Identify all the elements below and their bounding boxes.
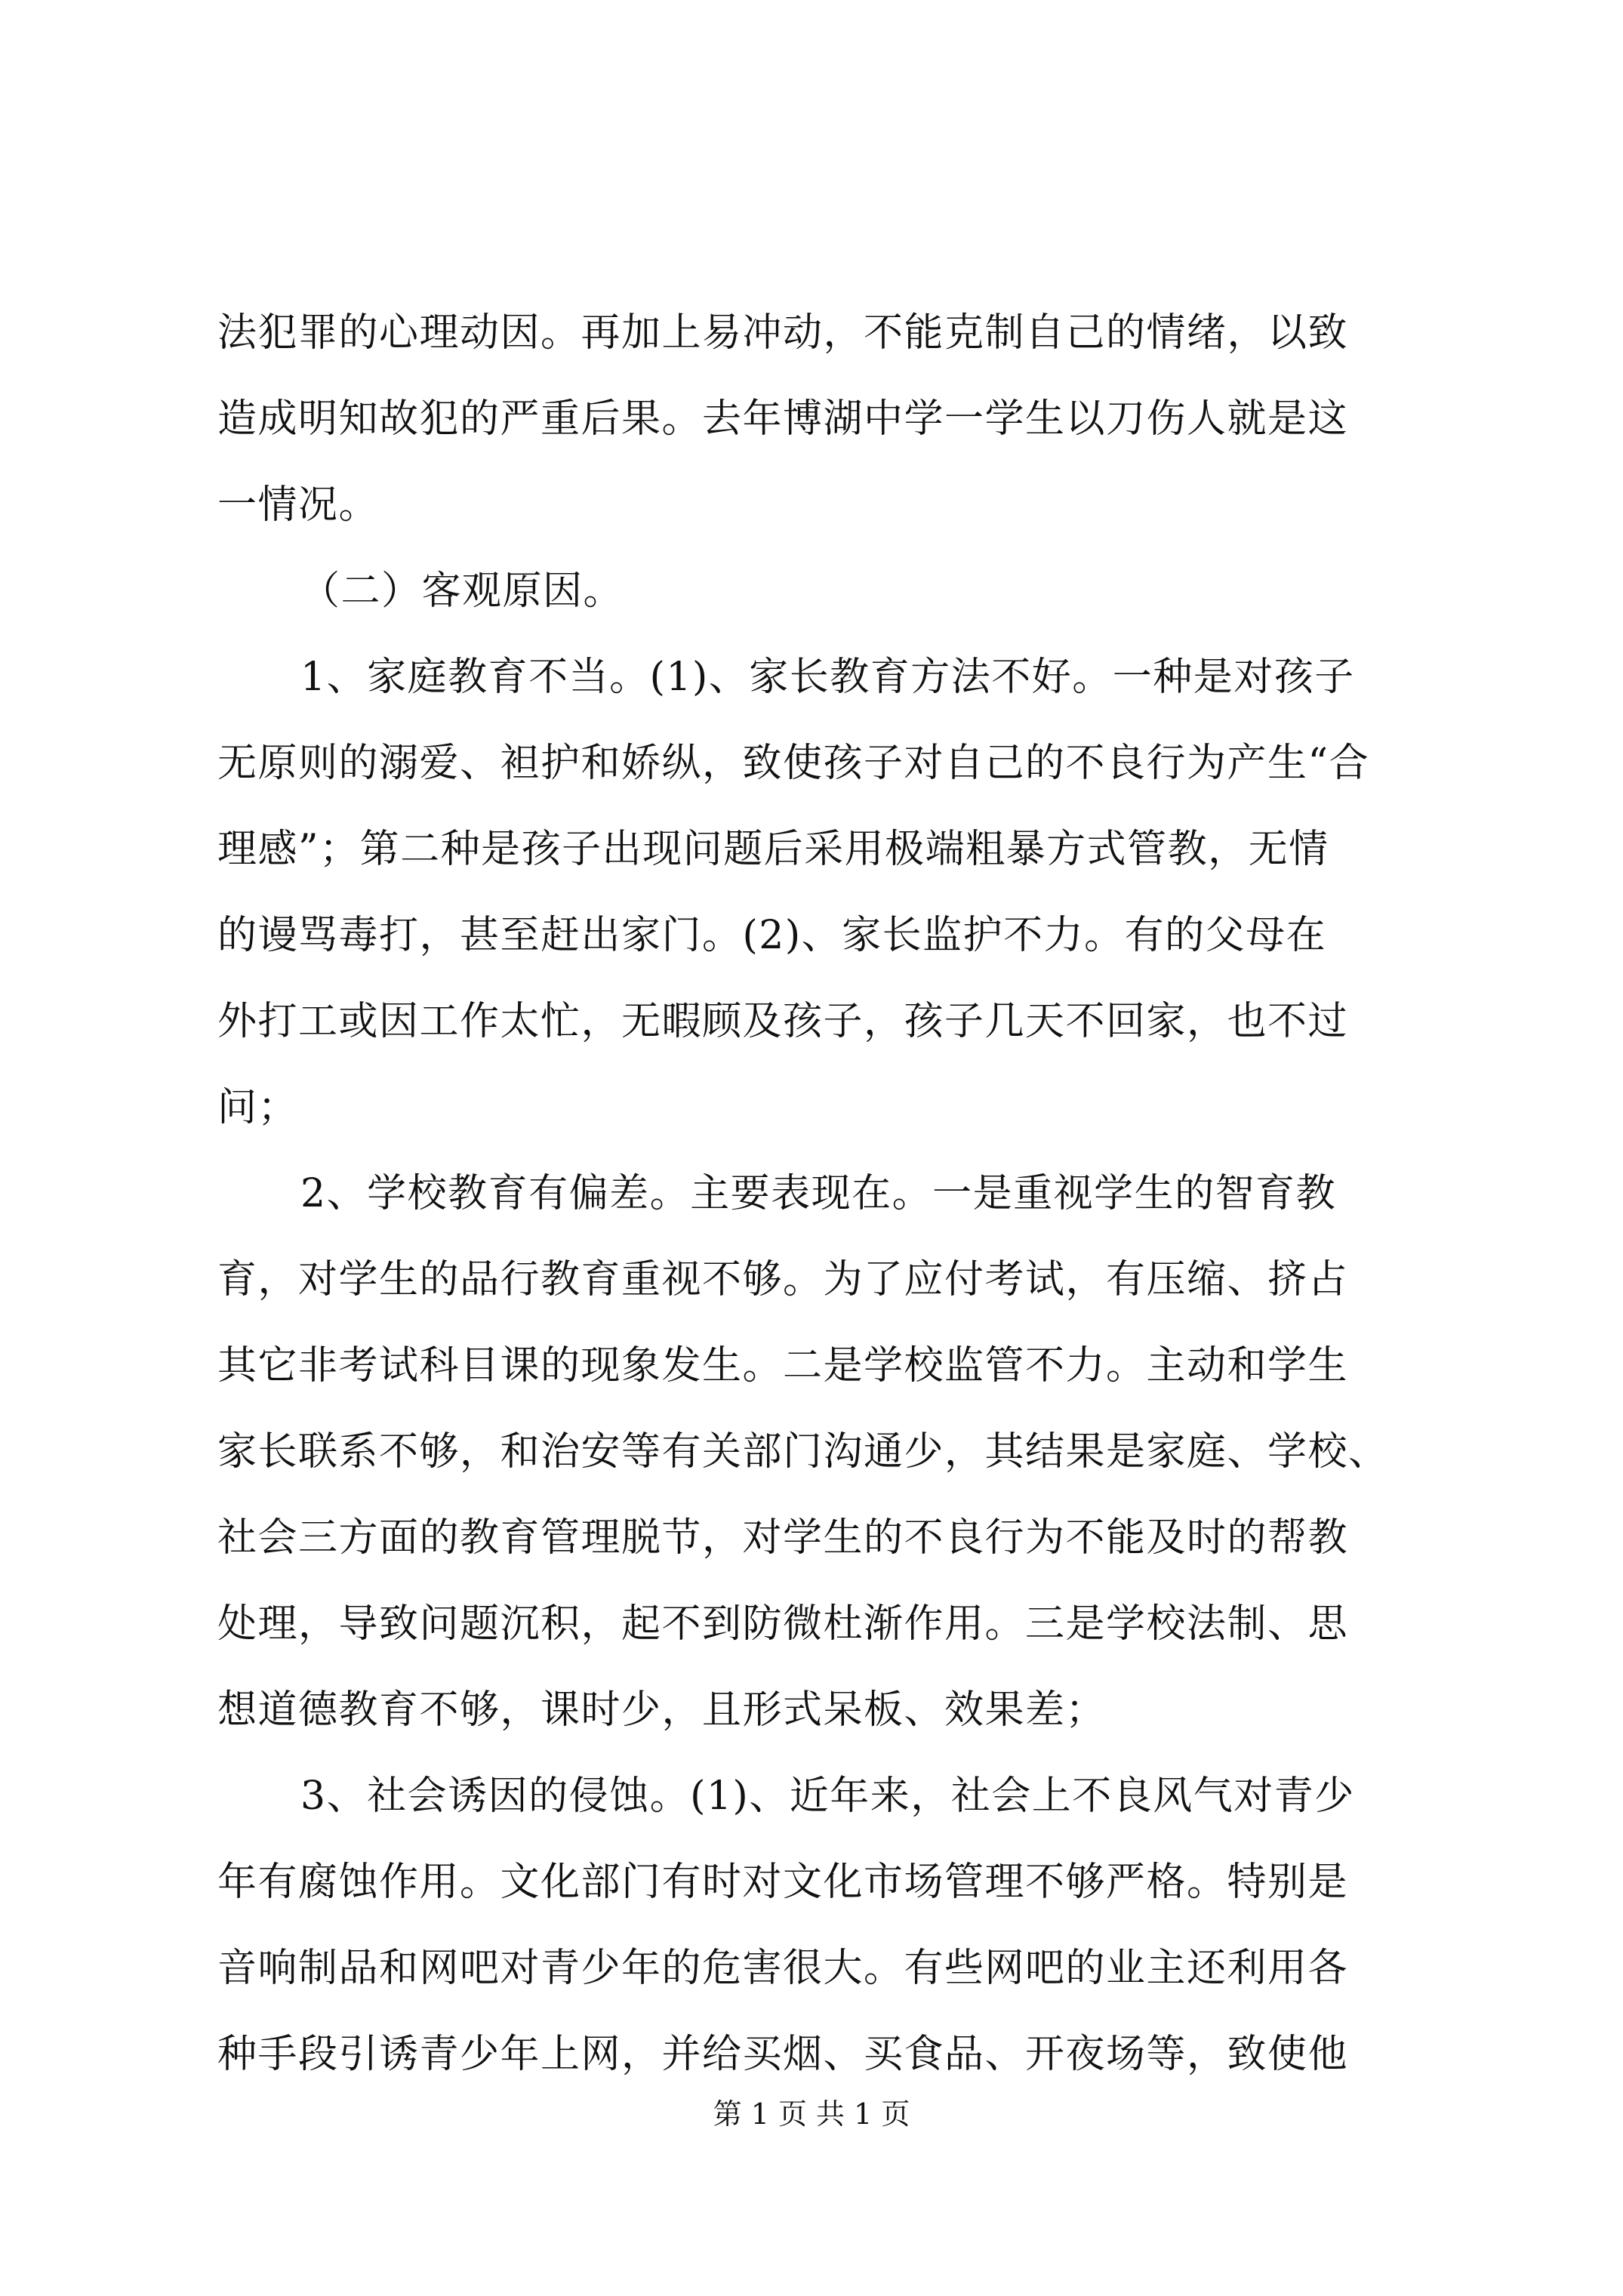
body-line: 法犯罪的心理动因。再加上易冲动，不能克制自己的情绪，以致 — [217, 310, 1349, 356]
body-line: 育，对学生的品行教育重视不够。为了应付考试，有压缩、挤占 — [217, 1257, 1349, 1302]
body-line: 2、学校教育有偏差。主要表现在。一是重视学生的智育教 — [300, 1171, 1337, 1216]
body-line: 3、社会诱因的侵蚀。(1)、近年来，社会上不良风气对青少 — [300, 1774, 1355, 1819]
body-line: 的谩骂毒打，甚至赶出家门。(2)、家长监护不力。有的父母在 — [217, 913, 1327, 958]
page-footer: 第 1 页 共 1 页 — [713, 2097, 910, 2131]
body-line: 年有腐蚀作用。文化部门有时对文化市场管理不够严格。特别是 — [217, 1860, 1349, 1905]
section-heading: （二）客观原因。 — [300, 569, 624, 614]
body-line: 想道德教育不够，课时少，且形式呆板、效果差； — [217, 1687, 1107, 1733]
body-line: 问； — [217, 1085, 299, 1130]
body-line: 无原则的溺爱、袒护和娇纵，致使孩子对自己的不良行为产生“合 — [217, 741, 1370, 786]
body-line: 家长联系不够，和治安等有关部门沟通少，其结果是家庭、学校、 — [217, 1429, 1389, 1475]
body-line: 造成明知故犯的严重后果。去年博湖中学一学生以刀伤人就是这 — [217, 396, 1349, 442]
body-line: 其它非考试科目课的现象发生。二是学校监管不力。主动和学生 — [217, 1343, 1349, 1388]
body-line: 理感”；第二种是孩子出现问题后采用极端粗暴方式管教，无情 — [217, 827, 1329, 872]
body-line: 种手段引诱青少年上网，并给买烟、买食品、开夜场等，致使他 — [217, 2032, 1349, 2077]
body-line: 外打工或因工作太忙，无暇顾及孩子，孩子几天不回家，也不过 — [217, 999, 1349, 1044]
body-line: 社会三方面的教育管理脱节，对学生的不良行为不能及时的帮教 — [217, 1515, 1349, 1561]
body-line: 一情况。 — [217, 482, 380, 528]
body-line: 1、家庭教育不当。(1)、家长教育方法不好。一种是对孩子 — [300, 655, 1355, 700]
body-line: 音响制品和网吧对青少年的危害很大。有些网吧的业主还利用各 — [217, 1946, 1349, 1991]
body-line: 处理，导致问题沉积，起不到防微杜渐作用。三是学校法制、思 — [217, 1601, 1349, 1647]
